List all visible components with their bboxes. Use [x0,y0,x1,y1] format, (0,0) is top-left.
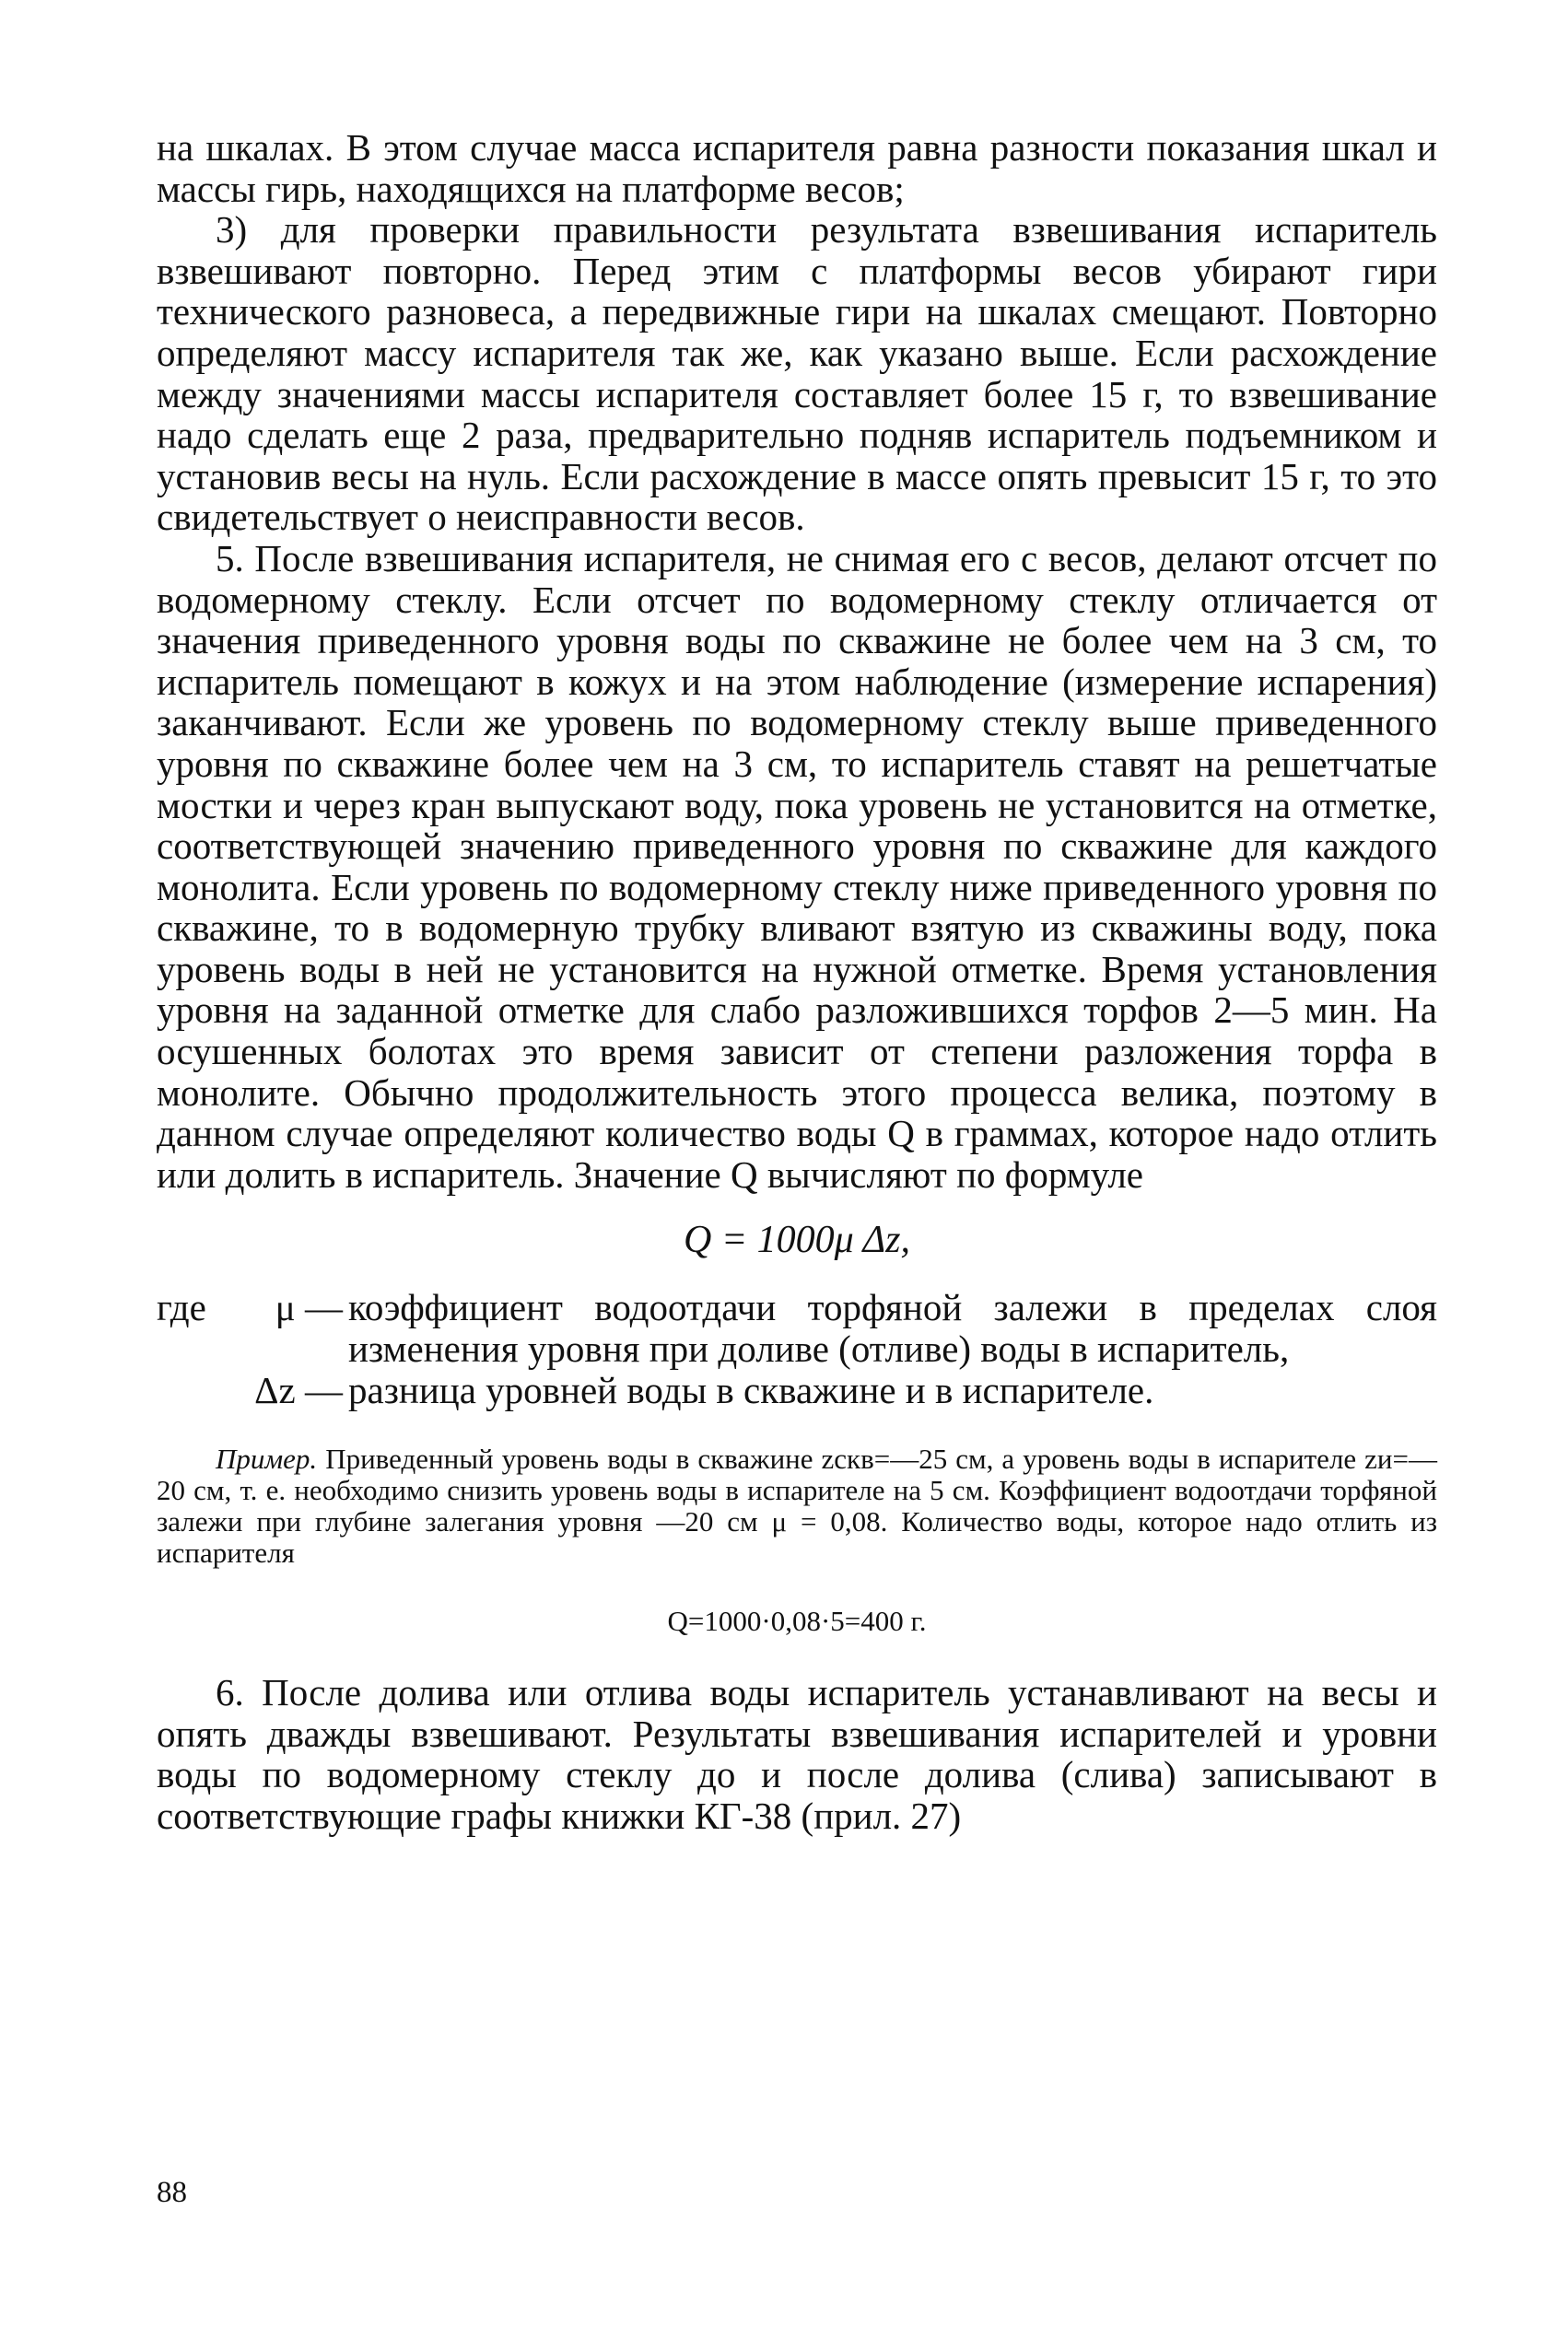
formula-text: Q = 1000μ Δz, [684,1219,910,1262]
body-text [157,127,1437,1837]
example-paragraph [157,1444,1437,1569]
paragraph-continuation: на шкалах. В этом случае масса испарителя равна разности показания шкал и массы гирь, находящихся на платформе весов; [157,126,1437,210]
paragraph-item-5: 5. После взвешивания испарителя, не снимая его с весов, делают отсчет по водомерному стеклу. Если отсчет по водомерному стеклу отличается от значения приведенного уровня воды по скважине не более чем на 3 см, то испаритель помещают в кожух и на этом наблюдение (измерение испарения) заканчивают. Если же уровень по водомерному стеклу выше приведенного уровня по скважине более чем на 3 см, то испаритель ставят на решетчатые мостки и через кран выпускают воду, пока уровень не установится на отметке, соответствующей значению приведенного уровня по скважине для каждого монолита. Если уровень по водомерному стеклу ниже приведенного уровня по скважине, то в водомерную трубку вливают взятую из скважины воду, пока уровень воды в ней не установится на нужной отметке. Время установления уровня на заданной отметке для слабо разложившихся торфов 2—5 мин. На осушенных болотах это время зависит от степени разложения торфа в монолите. Обычно продолжительность этого процесса велика, поэтому в данном случае определяют количество воды Q в граммах, которое надо отлить или долить в испаритель. Значение Q вычисляют по формуле [157,536,1437,1196]
example-label: Пример. [216,1443,318,1476]
formula-legend [157,1287,1437,1410]
main-formula [157,1219,1437,1261]
paragraph-item-6: 6. После долива или отлива воды испаритель устанавливают на весы и опять дважды взвешивают. Результаты взвешивания испарителей и уровни воды по водомерному стеклу до и после долива (слива) записывают в соответствующие графы книжки КГ-38 (прил. 27) [157,1671,1437,1837]
paragraph-item-3: 3) для проверки правильности результата взвешивания испаритель взвешивают повторно. Перед этим с платформы весов убирают гири технического разновеса, а передвижные гири на шкалах смещают. Повторно определяют массу испарителя так же, как указано выше. Если расхождение между значениями массы испарителя составляет более 15 г, то взвешивание надо сделать еще 2 раза, предварительно подняв испаритель подъемником и установив весы на нуль. Если расхождение в массе опять превысит 15 г, то это свидетельствует о неисправности весов. [157,208,1437,539]
example-formula: Q=1000·0,08·5=400 г. [667,1605,927,1638]
page-number: 88 [157,2176,187,2209]
legend-row-dz [157,1370,1437,1411]
legend-row-mu [157,1287,1437,1369]
legend-definition-mu: коэффициент водоотдачи торфяной залежи в пределах слоя изменения уровня при доливе (отливе) воды в испаритель, [348,1286,1437,1371]
legend-symbol-mu: μ — [275,1286,343,1329]
legend-symbol-dz: Δz — [254,1368,343,1411]
example-text: Приведенный уровень воды в скважине zскв=—25 см, а уровень воды в испарителе zи=—20 см, т. е. необходимо снизить уровень воды в испарителе на 5 см. Коэффициент водоотдачи торфяной залежи при глубине залегания уровня —20 см μ = 0,08. Количество воды, которое надо отлить из испарителя [157,1443,1438,1570]
legend-lead-word: где [157,1286,206,1329]
legend-definition-dz: разница уровней воды в скважине и в испарителе. [348,1368,1154,1411]
